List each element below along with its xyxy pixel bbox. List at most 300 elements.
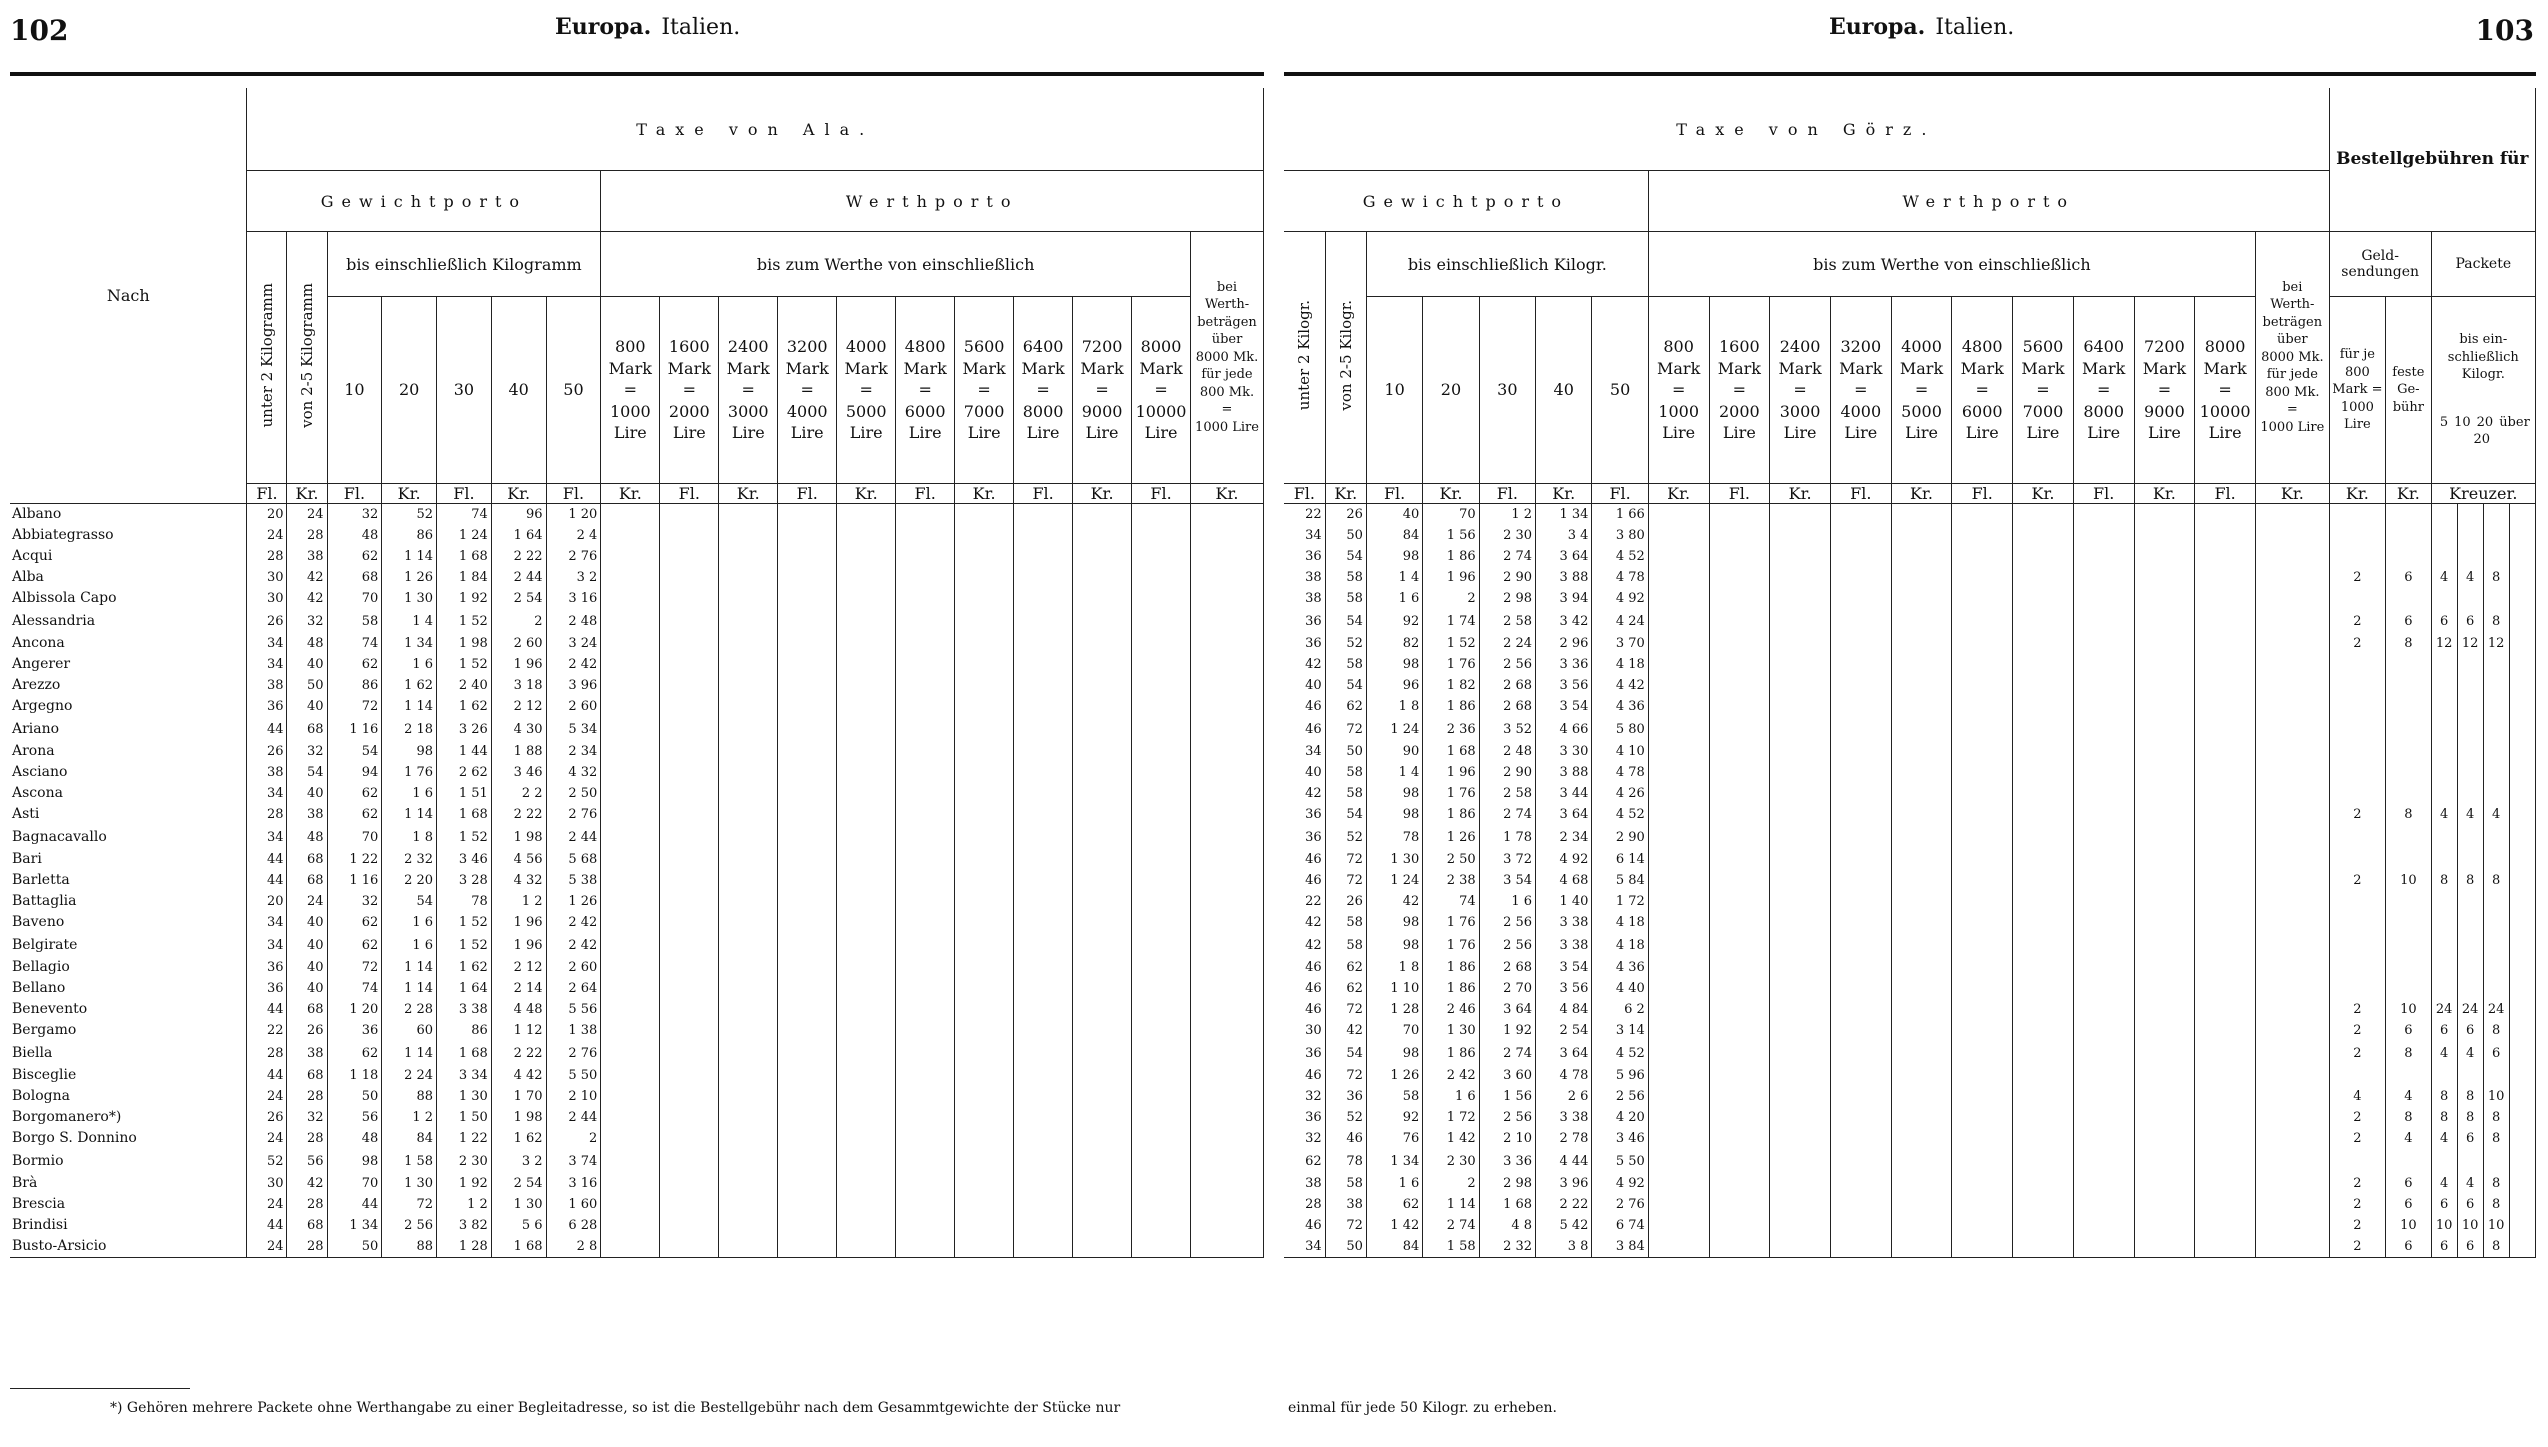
werth-cell bbox=[1891, 957, 1952, 978]
werth-cell bbox=[955, 1236, 1014, 1258]
rate-cell: 1 16 bbox=[327, 870, 382, 891]
table-row bbox=[1284, 696, 2536, 717]
werth-cell bbox=[1952, 633, 2013, 654]
werth-cell bbox=[1891, 654, 1952, 675]
werth-cell bbox=[1709, 567, 1770, 588]
place-name: Acqui bbox=[10, 546, 247, 567]
rate-cell: 78 bbox=[437, 891, 492, 912]
rate-cell: 36 bbox=[247, 696, 287, 717]
werth-cell bbox=[1648, 567, 1709, 588]
werth-cell bbox=[778, 654, 837, 675]
rate-cell: 1 2 bbox=[491, 891, 546, 912]
fee-cell bbox=[2431, 1065, 2457, 1086]
rate-cell: 70 bbox=[327, 825, 382, 849]
fee-cell bbox=[2509, 741, 2535, 762]
werth-cell bbox=[1830, 1173, 1891, 1194]
rate-cell: 2 60 bbox=[546, 696, 601, 717]
place-name: Abbiategrasso bbox=[10, 525, 247, 546]
werth-cell bbox=[2073, 1020, 2134, 1041]
fee-cell bbox=[2509, 654, 2535, 675]
col-werth-800: 800 Mark = 1000 Lire bbox=[1648, 297, 1709, 484]
werth-cell bbox=[1952, 1020, 2013, 1041]
werth-cell bbox=[1891, 1194, 1952, 1215]
werth-cell bbox=[1073, 1173, 1132, 1194]
werth-cell bbox=[955, 933, 1014, 957]
werth-cell bbox=[1709, 825, 1770, 849]
rate-cell: 26 bbox=[287, 1020, 327, 1041]
werth-cell bbox=[896, 588, 955, 609]
rate-cell: 98 bbox=[1366, 804, 1422, 825]
werth-cell bbox=[1891, 1086, 1952, 1107]
werth-cell bbox=[1073, 783, 1132, 804]
col-werth-4000: 4000 Mark = 5000 Lire bbox=[1891, 297, 1952, 484]
werth-cell bbox=[837, 675, 896, 696]
rate-cell: 2 bbox=[491, 609, 546, 633]
werth-cell bbox=[1191, 978, 1264, 999]
werth-cell bbox=[660, 870, 719, 891]
unit-label: Kr. bbox=[1325, 484, 1366, 504]
werth-cell bbox=[1648, 804, 1709, 825]
rate-cell: 26 bbox=[1325, 504, 1366, 526]
rate-cell: 2 bbox=[1423, 588, 1479, 609]
werth-cell bbox=[1132, 1173, 1191, 1194]
werth-cell bbox=[778, 588, 837, 609]
werth-cell bbox=[2255, 525, 2329, 546]
table-row bbox=[1284, 1215, 2536, 1236]
rate-cell: 5 34 bbox=[546, 717, 601, 741]
werth-cell bbox=[601, 504, 660, 526]
rate-cell: 1 22 bbox=[437, 1128, 492, 1149]
werth-cell bbox=[1830, 525, 1891, 546]
werth-cell bbox=[1709, 1020, 1770, 1041]
werth-cell bbox=[2013, 870, 2074, 891]
werth-cell bbox=[896, 1020, 955, 1041]
place-name: Bologna bbox=[10, 1086, 247, 1107]
fee-cell bbox=[2483, 849, 2509, 870]
werth-cell bbox=[2255, 1149, 2329, 1173]
rate-cell: 2 44 bbox=[546, 825, 601, 849]
table-row bbox=[1284, 1128, 2536, 1149]
werth-cell bbox=[601, 1149, 660, 1173]
werth-cell bbox=[2134, 567, 2195, 588]
werth-cell bbox=[1891, 783, 1952, 804]
werth-cell bbox=[1648, 525, 1709, 546]
werth-cell bbox=[837, 546, 896, 567]
werth-cell bbox=[1709, 849, 1770, 870]
werth-cell bbox=[660, 825, 719, 849]
fee-cell bbox=[2386, 588, 2432, 609]
werth-cell bbox=[778, 1194, 837, 1215]
werth-cell bbox=[2013, 1086, 2074, 1107]
werth-cell bbox=[2255, 933, 2329, 957]
rate-cell: 2 22 bbox=[491, 1041, 546, 1065]
rate-cell: 26 bbox=[247, 609, 287, 633]
unit-label: Kr. bbox=[1536, 484, 1592, 504]
fee-cell bbox=[2386, 912, 2432, 933]
rate-cell: 1 76 bbox=[1423, 912, 1479, 933]
werth-cell bbox=[2255, 891, 2329, 912]
werth-cell bbox=[1132, 849, 1191, 870]
fee-cell: 8 bbox=[2483, 1107, 2509, 1128]
werth-cell bbox=[896, 783, 955, 804]
werth-cell bbox=[2195, 912, 2256, 933]
fee-cell: 8 bbox=[2483, 567, 2509, 588]
werth-cell bbox=[1891, 849, 1952, 870]
werth-cell bbox=[1073, 675, 1132, 696]
rate-cell: 1 20 bbox=[546, 504, 601, 526]
fee-cell: 4 bbox=[2457, 1041, 2483, 1065]
werth-cell bbox=[837, 912, 896, 933]
rate-cell: 34 bbox=[247, 633, 287, 654]
rate-cell: 1 51 bbox=[437, 783, 492, 804]
werth-cell bbox=[2134, 762, 2195, 783]
werth-cell bbox=[2134, 1194, 2195, 1215]
fee-cell: 6 bbox=[2457, 1236, 2483, 1258]
rate-cell: 58 bbox=[1325, 588, 1366, 609]
werth-cell bbox=[660, 933, 719, 957]
fee-cell: 4 bbox=[2457, 1173, 2483, 1194]
rate-cell: 2 56 bbox=[382, 1215, 437, 1236]
werth-cell bbox=[837, 1149, 896, 1173]
fee-cell bbox=[2457, 1149, 2483, 1173]
werth-cell bbox=[719, 1065, 778, 1086]
werth-cell bbox=[896, 804, 955, 825]
werth-cell bbox=[660, 633, 719, 654]
rate-cell: 26 bbox=[247, 1107, 287, 1128]
werth-cell bbox=[1952, 504, 2013, 526]
table-row bbox=[10, 675, 1264, 696]
rate-cell: 2 30 bbox=[437, 1149, 492, 1173]
rate-cell: 70 bbox=[327, 588, 382, 609]
werth-cell bbox=[1191, 696, 1264, 717]
rate-cell: 2 14 bbox=[491, 978, 546, 999]
fee-cell bbox=[2431, 696, 2457, 717]
werth-cell bbox=[2134, 804, 2195, 825]
rate-cell: 30 bbox=[247, 588, 287, 609]
rate-cell: 2 42 bbox=[546, 912, 601, 933]
rate-cell: 46 bbox=[1284, 849, 1325, 870]
werth-cell bbox=[660, 1194, 719, 1215]
werth-cell bbox=[2134, 1149, 2195, 1173]
rate-cell: 1 14 bbox=[382, 957, 437, 978]
werth-cell bbox=[2013, 675, 2074, 696]
werth-cell bbox=[1952, 957, 2013, 978]
werth-cell bbox=[1132, 675, 1191, 696]
werth-cell bbox=[896, 1107, 955, 1128]
col-2-5kg: von 2-5 Kilogramm bbox=[287, 232, 327, 484]
fee-cell: 4 bbox=[2457, 567, 2483, 588]
col-kg-20: 20 bbox=[1423, 297, 1479, 484]
table-row bbox=[10, 891, 1264, 912]
werth-cell bbox=[1132, 1041, 1191, 1065]
fee-cell bbox=[2509, 1107, 2535, 1128]
rate-cell: 2 12 bbox=[491, 696, 546, 717]
rate-cell: 74 bbox=[437, 504, 492, 526]
rate-cell: 28 bbox=[287, 1086, 327, 1107]
rate-cell: 1 6 bbox=[1479, 891, 1535, 912]
rate-cell: 2 32 bbox=[382, 849, 437, 870]
werth-cell bbox=[2134, 1128, 2195, 1149]
werth-cell bbox=[1891, 1041, 1952, 1065]
table-row bbox=[10, 783, 1264, 804]
rate-cell: 96 bbox=[1366, 675, 1422, 696]
rate-cell: 1 30 bbox=[1423, 1020, 1479, 1041]
werth-cell bbox=[2073, 1086, 2134, 1107]
werth-cell bbox=[1770, 1215, 1831, 1236]
werth-cell bbox=[2255, 957, 2329, 978]
unit-label: Fl. bbox=[1132, 484, 1191, 504]
werth-cell bbox=[1770, 1065, 1831, 1086]
werth-cell bbox=[2073, 1128, 2134, 1149]
werth-cell bbox=[1073, 717, 1132, 741]
fee-cell: 6 bbox=[2431, 1194, 2457, 1215]
werth-cell bbox=[2073, 957, 2134, 978]
fee-cell: 2 bbox=[2329, 609, 2385, 633]
rate-cell: 3 84 bbox=[1592, 1236, 1648, 1258]
werth-cell bbox=[1648, 891, 1709, 912]
rate-cell: 22 bbox=[1284, 504, 1325, 526]
werth-cell bbox=[1952, 696, 2013, 717]
werth-cell bbox=[719, 762, 778, 783]
rate-cell: 1 2 bbox=[382, 1107, 437, 1128]
col-kg-50: 50 bbox=[1592, 297, 1648, 484]
fee-cell bbox=[2386, 891, 2432, 912]
table-row bbox=[10, 1173, 1264, 1194]
werth-cell bbox=[1709, 696, 1770, 717]
werth-cell bbox=[601, 717, 660, 741]
werth-cell bbox=[1770, 1020, 1831, 1041]
werth-cell bbox=[1191, 567, 1264, 588]
table-row bbox=[10, 654, 1264, 675]
rate-cell: 3 52 bbox=[1479, 717, 1535, 741]
table-row bbox=[10, 1107, 1264, 1128]
fee-cell bbox=[2509, 1041, 2535, 1065]
fee-cell bbox=[2509, 546, 2535, 567]
rate-cell: 3 82 bbox=[437, 1215, 492, 1236]
werth-cell bbox=[1191, 762, 1264, 783]
fee-cell: 8 bbox=[2483, 1128, 2509, 1149]
fee-cell: 8 bbox=[2483, 1194, 2509, 1215]
rate-cell: 5 96 bbox=[1592, 1065, 1648, 1086]
werth-cell bbox=[1191, 1041, 1264, 1065]
bestellgebuehren-header: Bestellgebühren für bbox=[2329, 88, 2535, 232]
rate-cell: 24 bbox=[247, 1236, 287, 1258]
rate-cell: 40 bbox=[287, 696, 327, 717]
werth-cell bbox=[1830, 783, 1891, 804]
rate-cell: 2 44 bbox=[491, 567, 546, 588]
rate-cell: 72 bbox=[1325, 999, 1366, 1020]
rate-cell: 58 bbox=[1366, 1086, 1422, 1107]
werth-cell bbox=[2195, 1107, 2256, 1128]
table-row bbox=[10, 504, 1264, 526]
werth-cell bbox=[2013, 741, 2074, 762]
werth-cell bbox=[2013, 504, 2074, 526]
rate-cell: 50 bbox=[327, 1086, 382, 1107]
werth-cell bbox=[955, 1173, 1014, 1194]
werth-cell bbox=[1952, 717, 2013, 741]
werth-cell bbox=[1891, 912, 1952, 933]
werth-cell bbox=[1709, 1149, 1770, 1173]
unit-label: Kr. bbox=[1648, 484, 1709, 504]
unit-label: Kr. bbox=[1073, 484, 1132, 504]
werth-cell bbox=[837, 1215, 896, 1236]
table-row bbox=[10, 999, 1264, 1020]
header-italien: Italien. bbox=[661, 15, 741, 40]
rate-cell: 22 bbox=[247, 1020, 287, 1041]
rate-cell: 90 bbox=[1366, 741, 1422, 762]
rate-cell: 3 64 bbox=[1536, 546, 1592, 567]
fee-cell: 4 bbox=[2431, 804, 2457, 825]
werth-cell bbox=[1648, 546, 1709, 567]
werth-cell bbox=[660, 999, 719, 1020]
werth-cell bbox=[1770, 504, 1831, 526]
fee-cell: 10 bbox=[2483, 1215, 2509, 1236]
werth-cell bbox=[1952, 1173, 2013, 1194]
rate-cell: 4 40 bbox=[1592, 978, 1648, 999]
werth-cell bbox=[2073, 978, 2134, 999]
fee-cell bbox=[2509, 1194, 2535, 1215]
rate-cell: 3 72 bbox=[1479, 849, 1535, 870]
rate-cell: 1 98 bbox=[437, 633, 492, 654]
rate-cell: 1 6 bbox=[1366, 1173, 1422, 1194]
werth-cell bbox=[2134, 609, 2195, 633]
werth-cell bbox=[660, 912, 719, 933]
werth-cell bbox=[1891, 978, 1952, 999]
col-kg-40: 40 bbox=[1536, 297, 1592, 484]
fee-cell bbox=[2509, 1128, 2535, 1149]
col-unter-2kg: unter 2 Kilogr. bbox=[1284, 232, 1325, 484]
rate-cell: 2 34 bbox=[1536, 825, 1592, 849]
werth-cell bbox=[778, 1065, 837, 1086]
werth-cell bbox=[2073, 1041, 2134, 1065]
werth-cell bbox=[955, 1020, 1014, 1041]
werth-cell bbox=[660, 957, 719, 978]
place-name: Borgomanero*) bbox=[10, 1107, 247, 1128]
unit-label: Fl. bbox=[247, 484, 287, 504]
werth-cell bbox=[1891, 1236, 1952, 1258]
werth-cell bbox=[719, 609, 778, 633]
place-name: Barletta bbox=[10, 870, 247, 891]
rate-cell: 38 bbox=[1284, 588, 1325, 609]
rate-cell: 1 24 bbox=[1366, 870, 1422, 891]
fee-cell bbox=[2483, 891, 2509, 912]
fee-cell bbox=[2457, 978, 2483, 999]
werth-cell bbox=[955, 783, 1014, 804]
werth-cell bbox=[2255, 1086, 2329, 1107]
werth-cell bbox=[1770, 675, 1831, 696]
rate-cell: 84 bbox=[1366, 1236, 1422, 1258]
rate-cell: 3 36 bbox=[1536, 654, 1592, 675]
rate-cell: 4 18 bbox=[1592, 912, 1648, 933]
rate-cell: 72 bbox=[382, 1194, 437, 1215]
rate-cell: 6 74 bbox=[1592, 1215, 1648, 1236]
werth-cell bbox=[1709, 999, 1770, 1020]
werth-cell bbox=[1073, 588, 1132, 609]
werth-cell bbox=[1891, 1173, 1952, 1194]
werth-cell bbox=[1191, 1128, 1264, 1149]
werth-cell bbox=[1191, 1236, 1264, 1258]
werth-cell bbox=[2073, 1149, 2134, 1173]
rate-cell: 4 92 bbox=[1536, 849, 1592, 870]
rate-cell: 46 bbox=[1284, 957, 1325, 978]
rate-cell: 1 24 bbox=[1366, 717, 1422, 741]
rate-cell: 2 90 bbox=[1592, 825, 1648, 849]
werth-cell bbox=[719, 1215, 778, 1236]
rate-cell: 1 14 bbox=[1423, 1194, 1479, 1215]
rate-cell: 68 bbox=[287, 717, 327, 741]
rate-cell: 1 96 bbox=[491, 654, 546, 675]
place-name: Bellano bbox=[10, 978, 247, 999]
rate-cell: 42 bbox=[1284, 783, 1325, 804]
werth-cell bbox=[1191, 1086, 1264, 1107]
table-row bbox=[10, 546, 1264, 567]
rate-cell: 4 44 bbox=[1536, 1149, 1592, 1173]
werth-cell bbox=[955, 717, 1014, 741]
werth-cell bbox=[719, 633, 778, 654]
unit-label: Fl. bbox=[546, 484, 601, 504]
rate-cell: 54 bbox=[327, 741, 382, 762]
werth-cell bbox=[1709, 1173, 1770, 1194]
rate-cell: 2 20 bbox=[382, 870, 437, 891]
fee-cell bbox=[2457, 933, 2483, 957]
rate-cell: 3 4 bbox=[1536, 525, 1592, 546]
werth-cell bbox=[2195, 504, 2256, 526]
fee-cell bbox=[2431, 978, 2457, 999]
rate-cell: 2 2 bbox=[491, 783, 546, 804]
werth-cell bbox=[1830, 654, 1891, 675]
werth-cell bbox=[955, 825, 1014, 849]
werth-cell bbox=[2013, 1065, 2074, 1086]
rate-cell: 1 78 bbox=[1479, 825, 1535, 849]
werth-cell bbox=[1709, 870, 1770, 891]
rate-cell: 2 44 bbox=[546, 1107, 601, 1128]
rate-cell: 28 bbox=[247, 804, 287, 825]
rate-cell: 3 94 bbox=[1536, 588, 1592, 609]
page-number: 102 bbox=[10, 14, 69, 47]
table-row bbox=[1284, 1065, 2536, 1086]
werth-cell bbox=[2073, 762, 2134, 783]
fee-cell bbox=[2431, 717, 2457, 741]
werth-cell bbox=[1952, 1236, 2013, 1258]
werth-cell bbox=[2195, 1086, 2256, 1107]
rate-cell: 72 bbox=[327, 957, 382, 978]
werth-cell bbox=[2195, 1215, 2256, 1236]
rate-cell: 1 58 bbox=[382, 1149, 437, 1173]
rate-cell: 2 56 bbox=[1479, 933, 1535, 957]
fee-cell bbox=[2509, 849, 2535, 870]
rate-cell: 5 38 bbox=[546, 870, 601, 891]
werth-cell bbox=[2255, 567, 2329, 588]
fee-cell: 4 bbox=[2329, 1086, 2385, 1107]
unit-label: Fl. bbox=[2195, 484, 2256, 504]
werth-cell bbox=[955, 978, 1014, 999]
werth-cell bbox=[1014, 1236, 1073, 1258]
werth-cell bbox=[2073, 504, 2134, 526]
rate-cell: 1 6 bbox=[382, 933, 437, 957]
rate-cell: 1 86 bbox=[1423, 1041, 1479, 1065]
fee-cell bbox=[2386, 825, 2432, 849]
rate-cell: 1 42 bbox=[1423, 1128, 1479, 1149]
table-row bbox=[10, 567, 1264, 588]
rate-cell: 4 42 bbox=[491, 1065, 546, 1086]
werth-cell bbox=[2134, 1086, 2195, 1107]
werth-cell bbox=[1891, 741, 1952, 762]
rate-cell: 36 bbox=[1284, 1041, 1325, 1065]
werth-cell bbox=[2195, 633, 2256, 654]
fee-cell: 8 bbox=[2483, 1020, 2509, 1041]
werth-cell bbox=[1132, 525, 1191, 546]
werth-cell bbox=[719, 546, 778, 567]
